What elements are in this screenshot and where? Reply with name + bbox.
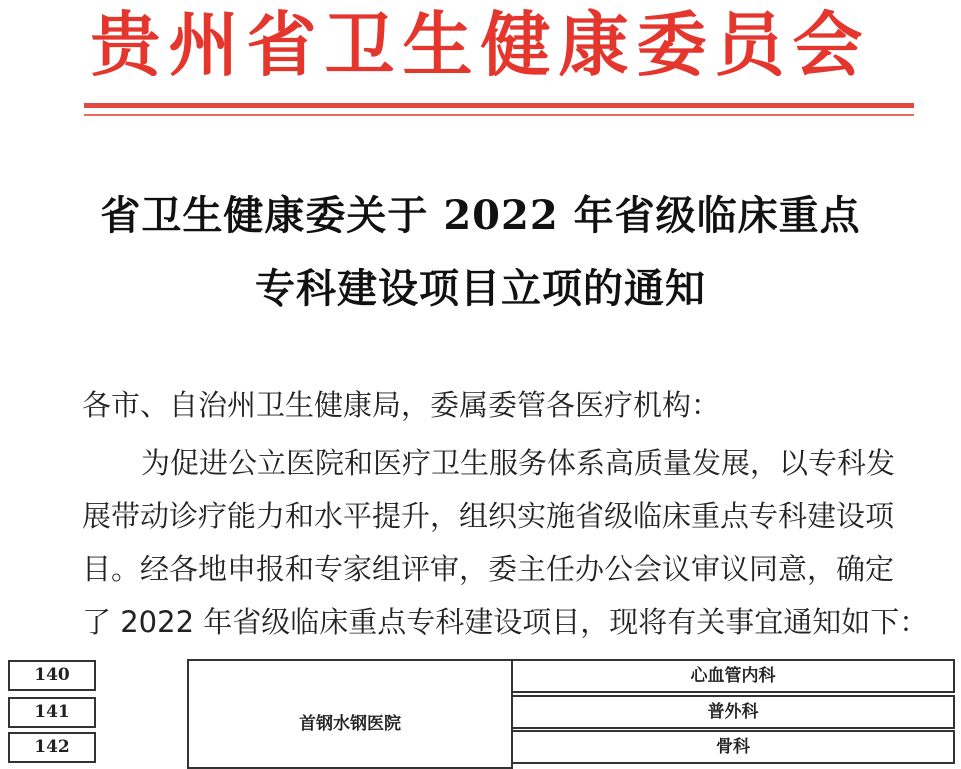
department-cell: 普外科 <box>511 695 955 729</box>
department-cell: 心血管内科 <box>511 659 955 693</box>
row-number-cell: 141 <box>8 697 96 728</box>
notice-title-line-1: 省卫生健康委关于 2022 年省级临床重点 <box>100 192 861 239</box>
body-line: 为促进公立医院和医疗卫生服务体系高质量发展，以专科发 <box>141 446 896 480</box>
row-number-cell: 142 <box>8 732 96 763</box>
project-table <box>0 651 961 765</box>
salutation: 各市、自治州卫生健康局，委属委管各医疗机构： <box>82 388 721 422</box>
row-number-cell: 140 <box>8 660 96 691</box>
department-cell: 骨科 <box>511 730 955 764</box>
notice-title-line-2: 专科建设项目立项的通知 <box>255 265 706 312</box>
hospital-cell <box>187 659 513 769</box>
letterhead-rule-thick <box>84 103 914 108</box>
body-line: 目。经各地申报和专家组评审，委主任办公会议审议同意，确定 <box>82 552 895 586</box>
hospital-name: 首钢水钢医院 <box>299 714 401 734</box>
body-line: 展带动诊疗能力和水平提升，组织实施省级临床重点专科建设项 <box>82 499 895 533</box>
body-line: 了 2022 年省级临床重点专科建设项目，现将有关事宜通知如下： <box>82 605 929 639</box>
issuing-organization: 贵州省卫生健康委员会 <box>90 3 871 86</box>
letterhead-rule-thin <box>84 114 914 116</box>
